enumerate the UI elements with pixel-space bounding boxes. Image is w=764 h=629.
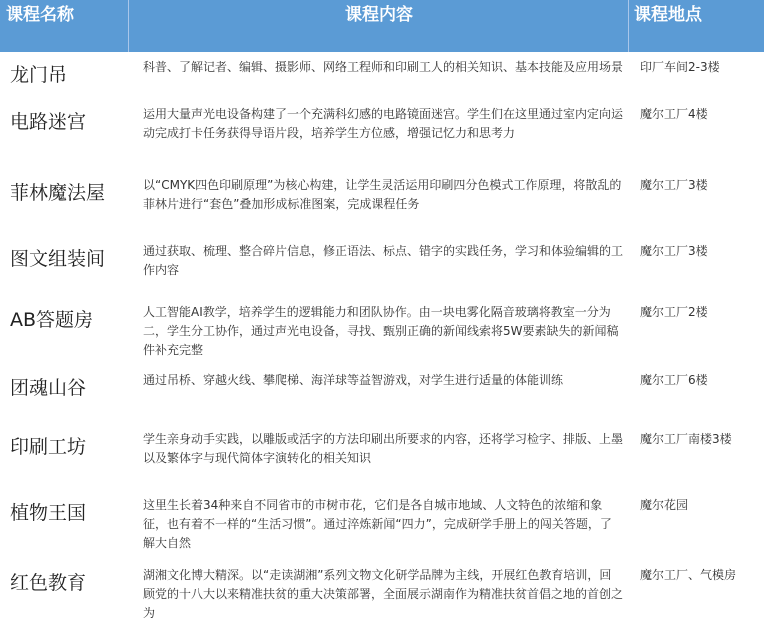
course-location: 魔尔工厂4楼 <box>640 107 708 121</box>
course-name: 图文组装间 <box>10 248 106 270</box>
course-location: 魔尔工厂2楼 <box>640 305 708 319</box>
header-divider <box>628 0 629 52</box>
course-location: 魔尔工厂6楼 <box>640 373 708 387</box>
course-name: 电路迷宫 <box>10 111 87 133</box>
course-name: 龙门吊 <box>10 64 68 86</box>
header-course-name: 课程名称 <box>6 5 74 25</box>
course-location: 魔尔工厂南楼3楼 <box>640 432 732 446</box>
header-course-content: 课程内容 <box>345 5 413 25</box>
course-content: 学生亲身动手实践，以雕版或活字的方法印刷出所要求的内容，还将学习检字、排版、上墨以及繁体字与现代简体字演转化的相关知识 <box>143 432 624 465</box>
course-name: 团魂山谷 <box>10 377 87 399</box>
course-name: 菲林魔法屋 <box>10 182 106 204</box>
course-content: 以“CMYK四色印刷原理”为核心构建，让学生灵活运用印刷四分色模式工作原理，将散乱的菲林片进行“套色”叠加形成标准图案，完成课程任务 <box>143 178 622 211</box>
course-content: 通过获取、梳理、整合碎片信息，修正语法、标点、错字的实践任务，学习和体验编辑的工作内容 <box>143 244 624 277</box>
course-content: 这里生长着34种来自不同省市的市树市花，它们是各自城市地域、人文特色的浓缩和象征，也有着不一样的“生活习惯”。通过淬炼新闻“四力”，完成研学手册上的闯关答题，了解大自然 <box>143 498 612 550</box>
table-header <box>0 0 764 52</box>
course-name: 印刷工坊 <box>10 436 87 458</box>
course-content: 科普、了解记者、编辑、摄影师、网络工程师和印刷工人的相关知识、基本技能及应用场景 <box>143 60 624 74</box>
course-name: AB答题房 <box>10 309 94 331</box>
course-content: 人工智能AI教学，培养学生的逻辑能力和团队协作。由一块电雾化隔音玻璃将教室一分为二，学生分工协作，通过声光电设备，寻找、甄别正确的新闻线索将5W要素缺失的新闻稿件补充完整 <box>143 305 619 357</box>
course-location: 魔尔花园 <box>640 498 689 512</box>
course-location: 魔尔工厂3楼 <box>640 244 708 258</box>
course-name: 植物王国 <box>10 502 87 524</box>
header-divider <box>128 0 129 52</box>
header-course-location: 课程地点 <box>634 5 702 25</box>
course-location: 魔尔工厂、气模房 <box>640 568 737 582</box>
course-content: 运用大量声光电设备构建了一个充满科幻感的电路镜面迷宫。学生们在这里通过室内定向运动完成打卡任务获得导语片段，培养学生方位感，增强记忆力和思考力 <box>143 107 624 140</box>
course-name: 红色教育 <box>10 572 87 594</box>
course-content: 通过吊桥、穿越火线、攀爬梯、海洋球等益智游戏，对学生进行适量的体能训练 <box>143 373 564 387</box>
course-content: 湖湘文化博大精深。以“走读湖湘”系列文物文化研学品牌为主线，开展红色教育培训，回顾党的十八大以来精准扶贫的重大决策部署，全面展示湖南作为精准扶贫首倡之地的首创之为 <box>143 568 624 620</box>
course-location: 印厂车间2-3楼 <box>640 60 720 74</box>
course-location: 魔尔工厂3楼 <box>640 178 708 192</box>
